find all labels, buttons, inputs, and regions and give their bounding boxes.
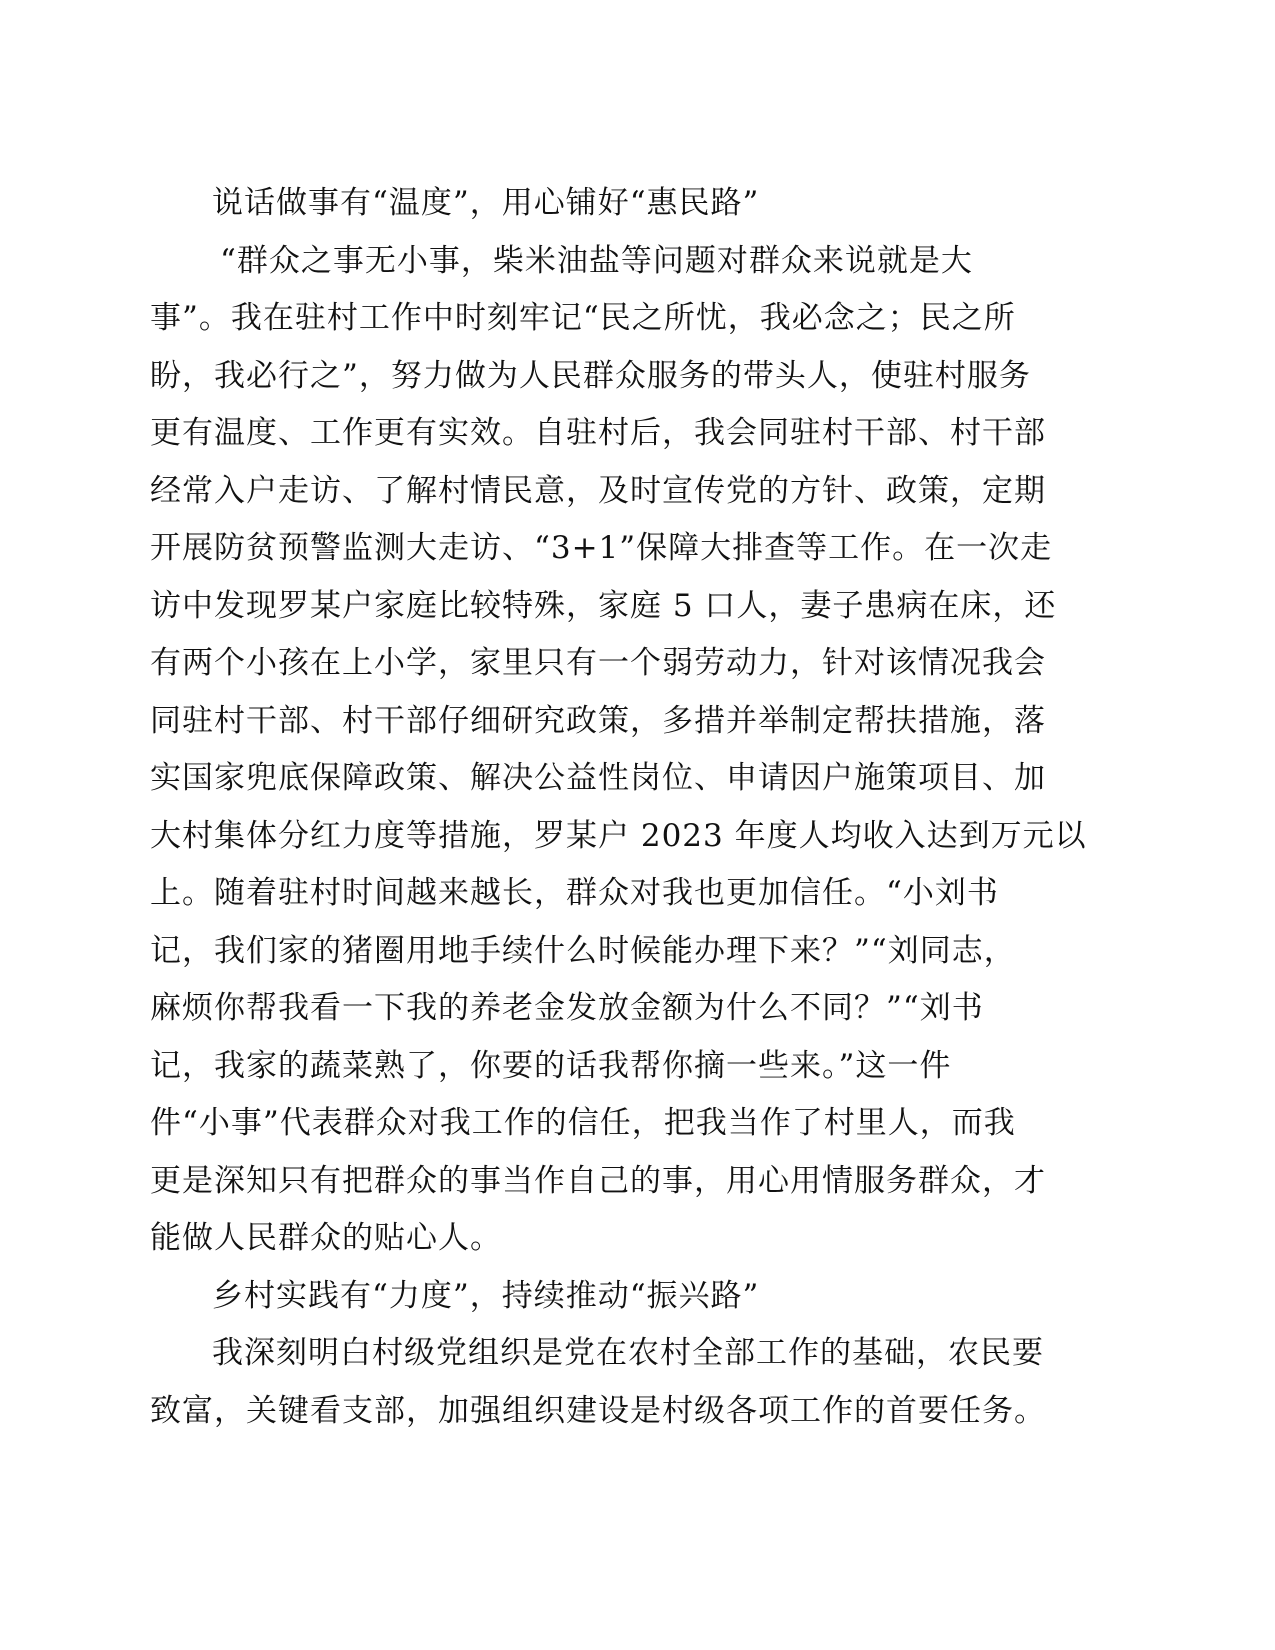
paragraph-line: 开展防贫预警监测大走访、“3+1”保障大排查等工作。在一次走 xyxy=(150,530,1053,566)
paragraph-line: 大村集体分红力度等措施，罗某户 2023 年度人均收入达到万元以 xyxy=(150,817,1087,854)
paragraph-line: 记，我们家的猪圈用地手续什么时候能办理下来？”“刘同志， xyxy=(150,932,1016,969)
paragraph-line: “群众之事无小事，柴米油盐等问题对群众来说就是大 xyxy=(220,242,973,279)
paragraph-line: 记，我家的蔬菜熟了，你要的话我帮你摘一些来。”这一件 xyxy=(150,1047,952,1084)
paragraph-line: 实国家兜底保障政策、解决公益性岗位、申请因户施策项目、加 xyxy=(150,760,1046,796)
paragraph-line: 致富，关键看支部，加强组织建设是村级各项工作的首要任务。 xyxy=(150,1392,1046,1429)
paragraph-line: 经常入户走访、了解村情民意，及时宣传党的方针、政策，定期 xyxy=(150,472,1046,509)
section-heading-1: 说话做事有“温度”，用心铺好“惠民路” xyxy=(212,185,760,221)
paragraph-line: 更有温度、工作更有实效。自驻村后，我会同驻村干部、村干部 xyxy=(150,415,1046,451)
paragraph-line: 盼，我必行之”，努力做为人民群众服务的带头人，使驻村服务 xyxy=(150,357,1031,394)
paragraph-line: 件“小事”代表群众对我工作的信任，把我当作了村里人，而我 xyxy=(150,1105,1016,1141)
paragraph-line: 同驻村干部、村干部仔细研究政策，多措并举制定帮扶措施，落 xyxy=(150,702,1046,739)
paragraph-line: 上。随着驻村时间越来越长，群众对我也更加信任。“小刘书 xyxy=(150,875,999,911)
paragraph-line: 事”。我在驻村工作中时刻牢记“民之所忧，我必念之；民之所 xyxy=(150,300,1016,336)
paragraph-line: 能做人民群众的贴心人。 xyxy=(150,1220,502,1256)
document-body xyxy=(150,175,1087,1440)
section-heading-2: 乡村实践有“力度”，持续推动“振兴路” xyxy=(212,1277,760,1314)
paragraph-line: 访中发现罗某户家庭比较特殊，家庭 5 口人，妻子患病在床，还 xyxy=(150,587,1057,624)
paragraph-line: 麻烦你帮我看一下我的养老金发放金额为什么不同？”“刘书 xyxy=(150,990,984,1026)
paragraph-line: 我深刻明白村级党组织是党在农村全部工作的基础，农民要 xyxy=(212,1335,1044,1371)
paragraph-line: 有两个小孩在上小学，家里只有一个弱劳动力，针对该情况我会 xyxy=(150,645,1046,681)
paragraph-line: 更是深知只有把群众的事当作自己的事，用心用情服务群众，才 xyxy=(150,1162,1046,1199)
